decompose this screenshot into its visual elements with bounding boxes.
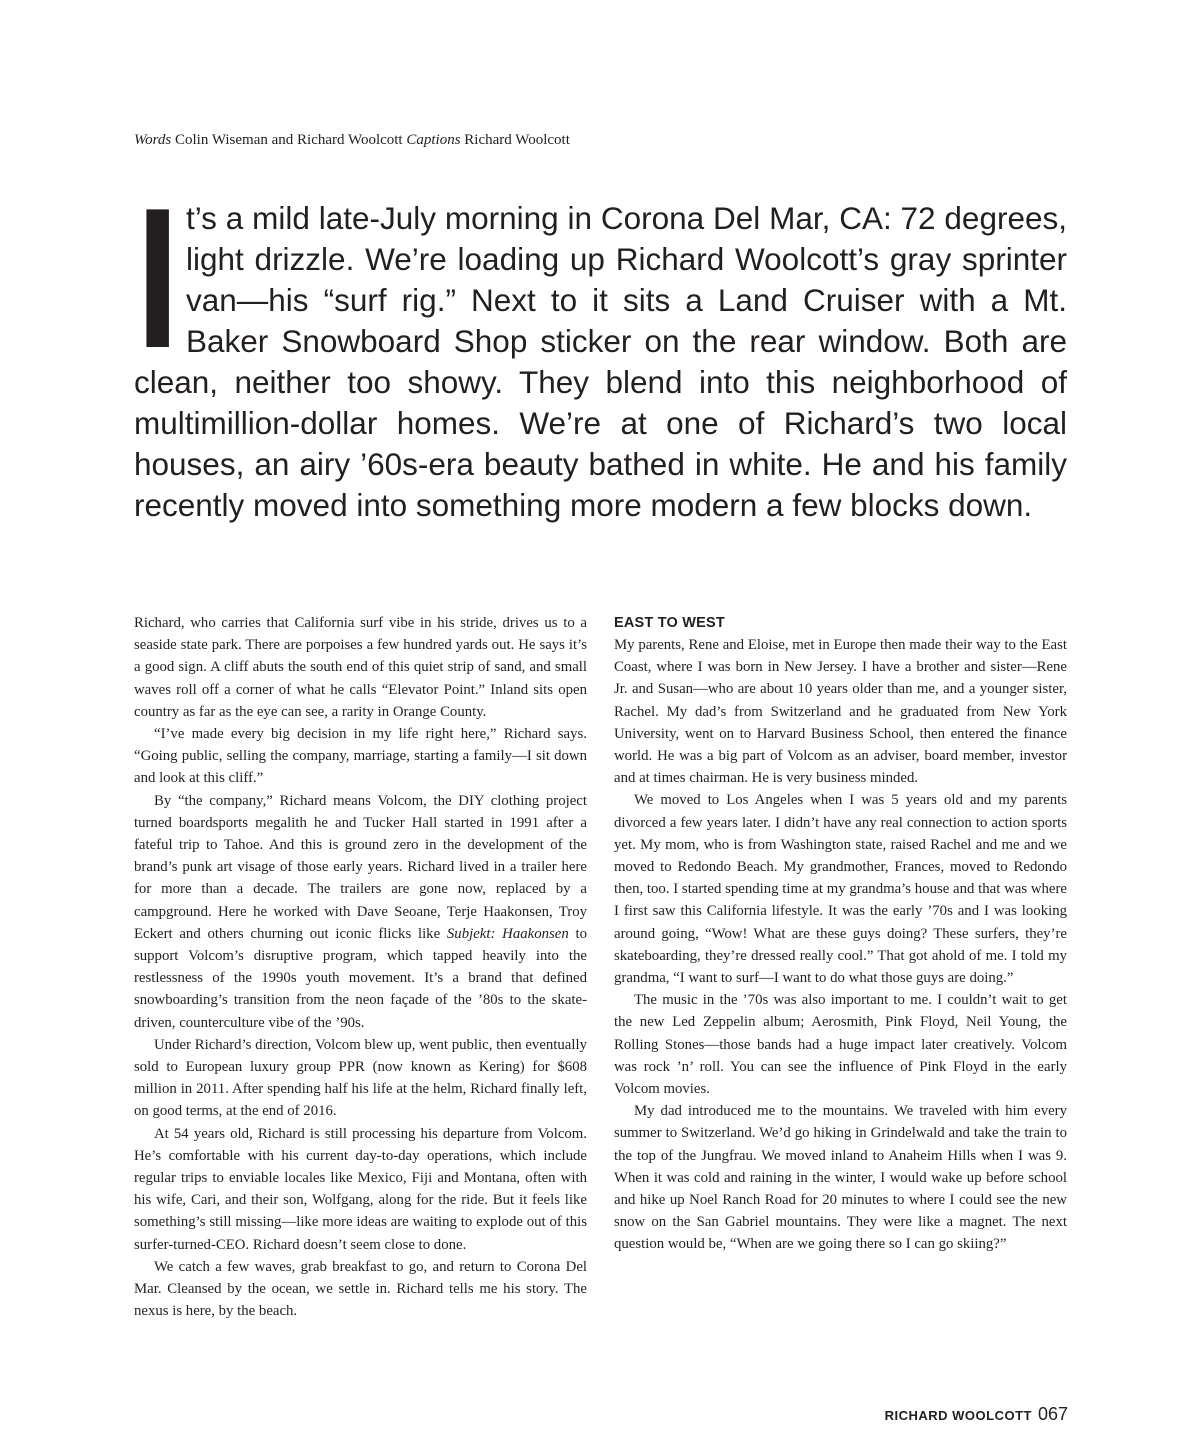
body-paragraph: We moved to Los Angeles when I was 5 years old and my parents divorced a few years later. I didn’t have any real connection to action sports yet. My mom, who is from Washington state, raised Rachel and me and we moved to Redondo Beach. My grandmother, Frances, moved to Redondo then, too. I started spending time at my grandma’s house and that was where I first saw this California lifestyle. It was the early ’70s and I was looking around going, “Wow! What are these guys doing? These surfers, they’re skateboarding, they’re dressed really cool.” That got ahold of me. I told my grandma, “I want to surf—I want to do what those guys are doing.”	[614, 792, 1067, 987]
byline	[134, 130, 570, 150]
right-column	[614, 612, 1067, 1256]
body-paragraph: Richard, who carries that California surf vibe in his stride, drives us to a seaside state park. There are porpoises a few hundred yards out. He says it’s a good sign. A cliff abuts the south end of this quiet strip of sand, and small waves roll off a corner of what he calls “Elevator Point.” Inland sits open country as far as the eye can see, a rarity in Orange County.	[134, 615, 587, 720]
byline-captions-label: Captions	[406, 132, 461, 148]
body-paragraph: My parents, Rene and Eloise, met in Europe then made their way to the East Coast, where I was born in New Jersey. I have a brother and sister—Rene Jr. and Susan—who are about 10 years older than me, and a younger sister, Rachel. My dad’s from Switzerland and he graduated from New York University, went on to Harvard Business School, then entered the finance world. He was a big part of Volcom as an adviser, board member, investor and at times chairman. He is very business minded.	[614, 637, 1067, 787]
byline-words-label: Words	[134, 132, 172, 148]
footer-name: RICHARD WOOLCOTT	[884, 1408, 1032, 1423]
page-footer	[885, 1404, 1068, 1425]
lede-paragraph	[134, 167, 1067, 526]
byline-captions-author: Richard Woolcott	[464, 132, 570, 148]
body-paragraph: At 54 years old, Richard is still processing his departure from Volcom. He’s comfortable with his current day-to-day operations, which include regular trips to enviable locales like Mexico, Fiji and Montana, often with his wife, Cari, and their son, Wolfgang, along for the ride. But it feels like something’s still missing—like more ideas are waiting to explode out of this surfer-turned-CEO. Richard doesn’t seem close to done.	[134, 1125, 587, 1253]
section-heading: EAST TO WEST	[614, 615, 725, 631]
body-paragraph: The music in the ’70s was also important to me. I couldn’t wait to get the new Led Zeppelin album; Aerosmith, Pink Floyd, Neil Young, the Rolling Stones—those bands had a huge impact later creatively. Volcom was rock ’n’ roll. You can see the influence of Pink Floyd in the early Volcom movies.	[614, 992, 1067, 1098]
lede-text: t’s a mild late-July morning in Corona Del Mar, CA: 72 degrees, light drizzle. We’re loading up Richard Woolcott’s gray sprinter van—his “surf rig.” Next to it sits a Land Cruiser with a Mt. Baker Snowboard Shop sticker on the rear window. Both are clean, neither too showy. They blend into this neighborhood of multimillion-dollar homes. We’re at one of Richard’s two local houses, an airy ’60s-era beauty bathed in white. He and his family recently moved into something more modern a few blocks down.	[134, 200, 1067, 523]
drop-cap: I	[136, 167, 180, 390]
film-title: Subjekt: Haakonsen	[446, 925, 569, 942]
body-paragraph	[134, 790, 587, 1034]
body-paragraph: Under Richard’s direction, Volcom blew up, went public, then eventually sold to European luxury group PPR (now known as Kering) for $608 million in 2011. After spending half his life at the helm, Richard finally left, on good terms, at the end of 2016.	[134, 1036, 587, 1120]
body-text: to support Volcom’s disruptive program, which tapped heavily into the restlessness of the 1990s youth movement. It’s a brand that defined snowboarding’s transition from the neon façade of the ’80s to the skate-driven, counterculture vibe of the ’90s.	[134, 925, 587, 1031]
page-number: 067	[1037, 1404, 1068, 1424]
body-paragraph: My dad introduced me to the mountains. We traveled with him every summer to Switzerland. We’d go hiking in Grindelwald and take the train to the top of the Jungfrau. We moved inland to Anaheim Hills when I was 9. When it was cold and raining in the winter, I would wake up before school and hike up Noel Ranch Road for 20 minutes to where I could see the new snow on the San Gabriel mountains. They were like a magnet. The next question would be, “When are we going there so I can go skiing?”	[614, 1103, 1067, 1253]
left-column	[134, 612, 587, 1323]
body-paragraph: We catch a few waves, grab breakfast to go, and return to Corona Del Mar. Cleansed by the ocean, we settle in. Richard tells me his story. The nexus is here, by the beach.	[134, 1258, 587, 1320]
byline-words-authors: Colin Wiseman and Richard Woolcott	[175, 132, 403, 148]
body-text: By “the company,” Richard means Volcom, the DIY clothing project turned boardsports megalith he and Tucker Hall started in 1991 after a fateful trip to Tahoe. And this is ground zero in the development of the brand’s punk art visage of those early years. Richard lived in a trailer here for more than a decade. The trailers are gone now, replaced by a campground. Here he worked with Dave Seoane, Terje Haakonsen, Troy Eckert and others churning out iconic flicks like	[134, 792, 587, 942]
body-paragraph: “I’ve made every big decision in my life right here,” Richard says. “Going public, selling the company, marriage, starting a family—I sit down and look at this cliff.”	[134, 726, 587, 787]
